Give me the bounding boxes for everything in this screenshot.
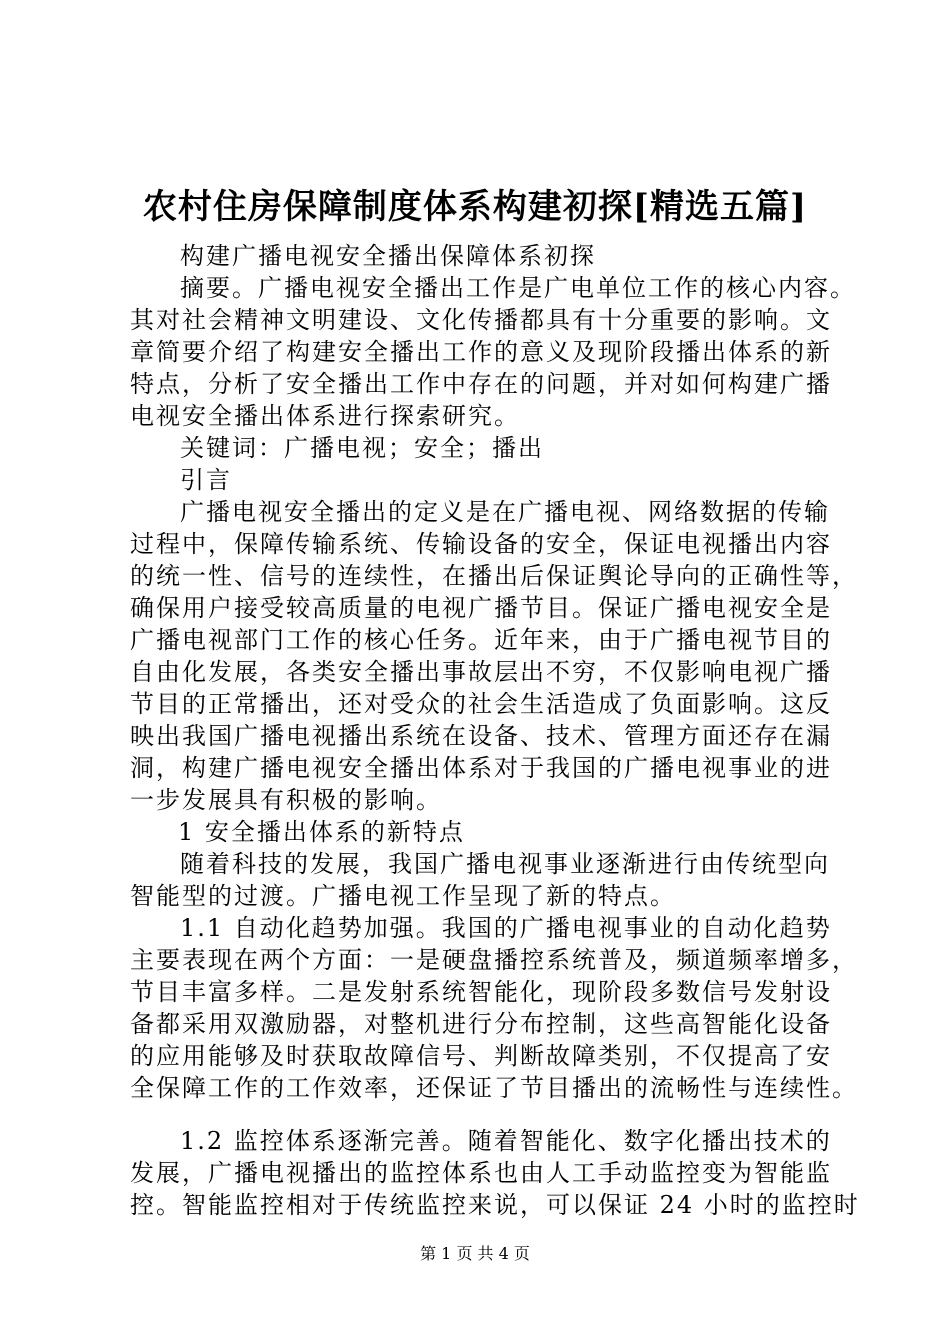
paragraph-line: 节目丰富多样。二是发射系统智能化，现阶段多数信号发射设 [130,978,832,1006]
page-number-footer: 第 1 页 共 4 页 [420,1244,530,1263]
document-title: 农村住房保障制度体系构建初探[精选五篇] [142,187,808,227]
paragraph-line: 构建广播电视安全播出保障体系初探 [180,242,596,270]
paragraph-line: 发展，广播电视播出的监控体系也由人工手动监控变为智能监 [130,1159,832,1187]
paragraph-line: 映出我国广播电视播出系统在设备、技术、管理方面还存在漏 [130,722,832,750]
paragraph-line: 节目的正常播出，还对受众的社会生活造成了负面影响。这反 [130,690,832,718]
paragraph-line: 广播电视部门工作的核心任务。近年来，由于广播电视节目的 [130,626,832,654]
paragraph-line: 备都采用双激励器，对整机进行分布控制，这些高智能化设备 [130,1010,832,1038]
paragraph-line: 过程中，保障传输系统、传输设备的安全，保证电视播出内容 [130,530,832,558]
paragraph-line: 全保障工作的工作效率，还保证了节目播出的流畅性与连续性。 [130,1074,858,1102]
paragraph-line: 智能型的过渡。广播电视工作呈现了新的特点。 [130,882,676,910]
section-heading: 1 安全播出体系的新特点 [178,818,465,846]
paragraph-line: 控。智能监控相对于传统监控来说，可以保证 24 小时的监控时 [130,1191,860,1219]
paragraph-line: 一步发展具有积极的影响。 [130,786,442,814]
paragraph-line: 摘要。广播电视安全播出工作是广电单位工作的核心内容。 [180,274,856,302]
paragraph-line: 章简要介绍了构建安全播出工作的意义及现阶段播出体系的新 [130,338,832,366]
paragraph-line: 的应用能够及时获取故障信号、判断故障类别，不仅提高了安 [130,1042,832,1070]
paragraph-line: 广播电视安全播出的定义是在广播电视、网络数据的传输 [180,498,830,526]
paragraph-line: 的统一性、信号的连续性，在播出后保证舆论导向的正确性等， [130,562,858,590]
paragraph-line: 其对社会精神文明建设、文化传播都具有十分重要的影响。文 [130,306,832,334]
paragraph-line: 1.1 自动化趋势加强。我国的广播电视事业的自动化趋势 [180,914,832,942]
paragraph-line: 自由化发展，各类安全播出事故层出不穷，不仅影响电视广播 [130,658,832,686]
paragraph-line: 关键词：广播电视；安全；播出 [180,434,544,462]
paragraph-line: 确保用户接受较高质量的电视广播节目。保证广播电视安全是 [130,594,832,622]
paragraph-line: 随着科技的发展，我国广播电视事业逐渐进行由传统型向 [180,850,830,878]
paragraph-line: 引言 [180,466,232,494]
paragraph-line: 电视安全播出体系进行探索研究。 [130,402,520,430]
paragraph-line: 主要表现在两个方面：一是硬盘播控系统普及，频道频率增多， [130,946,858,974]
paragraph-line: 1.2 监控体系逐渐完善。随着智能化、数字化播出技术的 [180,1127,832,1155]
paragraph-line: 特点，分析了安全播出工作中存在的问题，并对如何构建广播 [130,370,832,398]
paragraph-line: 洞，构建广播电视安全播出体系对于我国的广播电视事业的进 [130,754,832,782]
